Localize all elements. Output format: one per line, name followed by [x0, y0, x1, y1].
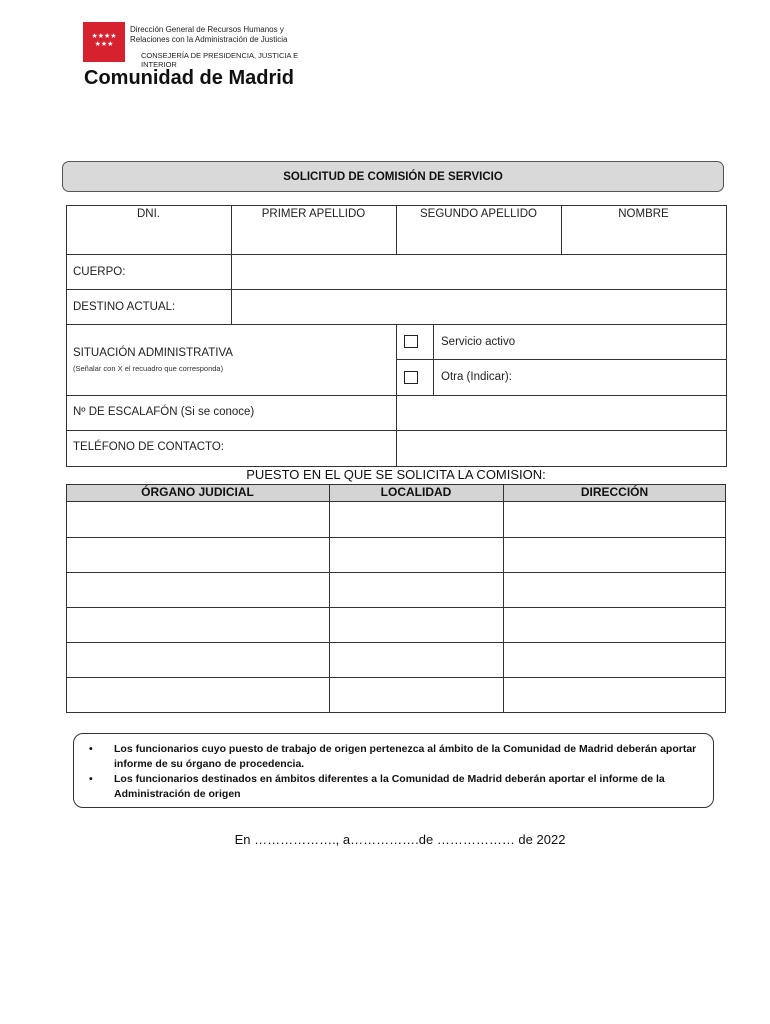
situacion-hint: (Señalar con X el recuadro que corresponda) — [73, 364, 224, 373]
puesto-table — [66, 484, 726, 713]
escalafon-label: Nº DE ESCALAFÓN (Si se conoce) — [73, 406, 255, 418]
destino-actual-label: DESTINO ACTUAL: — [73, 301, 176, 313]
otra-situacion-label: Otra (Indicar): — [441, 371, 512, 383]
note-text-2: Los funcionarios destinados en ámbitos diferentes a la Comunidad de Madrid deberán aportar el informe de la Administración de origen — [114, 773, 665, 800]
department-line-1: Dirección General de Recursos Humanos y — [130, 25, 284, 34]
department-line-2: Relaciones con la Administración de Justicia — [130, 35, 288, 44]
dni-header: DNI. — [137, 208, 160, 220]
telefono-label: TELÉFONO DE CONTACTO: — [73, 441, 225, 453]
note-item: • Los funcionarios cuyo puesto de trabajo de origen pertenezca al ámbito de la Comunidad de Madrid deberán aportar informe de su órgano de procedencia. — [89, 743, 697, 770]
form-title: SOLICITUD DE COMISIÓN DE SERVICIO — [62, 161, 724, 192]
segundo-apellido-header: SEGUNDO APELLIDO — [420, 208, 537, 220]
localidad-header: LOCALIDAD — [380, 485, 452, 499]
otra-situacion-checkbox[interactable] — [404, 371, 418, 384]
stars-icon: ★★★★ ★★★ — [91, 33, 117, 48]
servicio-activo-label: Servicio activo — [441, 336, 516, 348]
puesto-section-title: PUESTO EN EL QUE SE SOLICITA LA COMISION: — [246, 467, 546, 482]
organo-judicial-header: ÓRGANO JUDICIAL — [141, 485, 254, 499]
nombre-header: NOMBRE — [618, 208, 669, 220]
notes-box — [73, 733, 714, 808]
note-text-1: Los funcionarios cuyo puesto de trabajo de origen pertenezca al ámbito de la Comunidad de Madrid deberán aportar informe de su órgano de procedencia. — [114, 743, 697, 770]
direccion-header: DIRECCIÓN — [580, 485, 649, 499]
date-line: En ………………., a…………….de ……………… de 2022 — [234, 832, 566, 847]
situacion-administrativa-label: SITUACIÓN ADMINISTRATIVA — [73, 347, 233, 359]
ministry-name: CONSEJERÍA DE PRESIDENCIA, JUSTICIA E INTERIOR — [141, 51, 299, 69]
primer-apellido-header: PRIMER APELLIDO — [261, 208, 366, 220]
brand-title: Comunidad de Madrid — [84, 67, 294, 89]
cuerpo-label: CUERPO: — [73, 266, 126, 278]
department-name — [130, 25, 287, 45]
servicio-activo-checkbox[interactable] — [404, 335, 418, 348]
note-item: • Los funcionarios destinados en ámbitos diferentes a la Comunidad de Madrid deberán aportar el informe de la Administración de origen — [89, 773, 665, 800]
comunidad-madrid-logo — [83, 22, 125, 62]
